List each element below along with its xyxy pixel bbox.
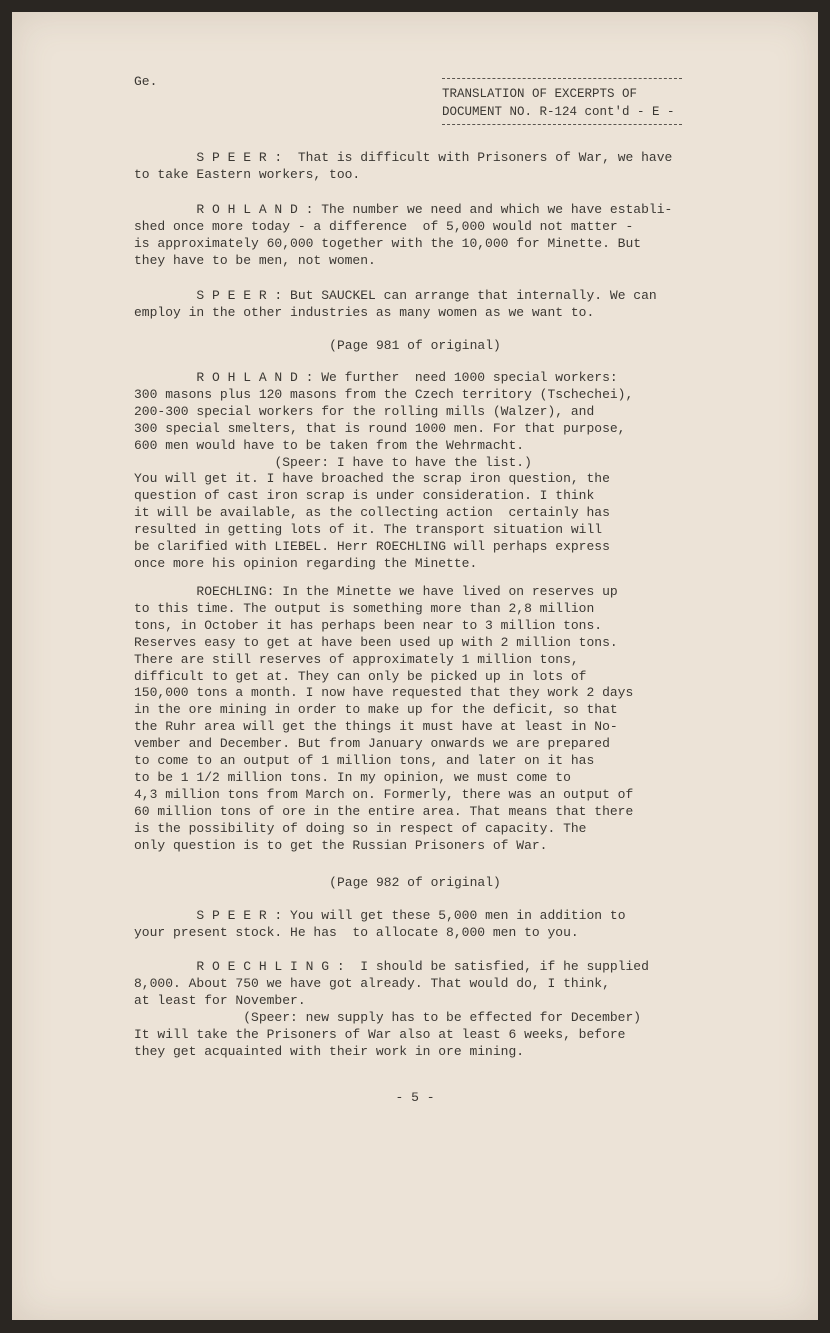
paragraph-rohland-2: R O H L A N D : We further need 1000 special workers: 300 masons plus 120 masons from the Czech territory (Tschechei), 200-300 special workers for the rolling mills (Walzer), and 300 special smelters, that is round 1000 men. For that purpose, 600 men would have to be taken from the Wehrmacht. (Speer: I have to have the list.) You will get it. I have broached the scrap iron question, the question of cast iron scrap is under consideration. I think it will be available, as the collecting action certainly has resulted in getting lots of it. The transport situation will be clarified with LIEBEL. Herr ROECHLING will perhaps express once more his opinion regarding the Minette. (134, 370, 634, 571)
paragraph-speer-2: S P E E R : But SAUCKEL can arrange that internally. We can employ in the other industries as many women as we want to. (134, 288, 657, 320)
paragraph-rohland-1: R O H L A N D : The number we need and which we have establi- shed once more today - a difference of 5,000 would not matter - is approximately 60,000 together with the 10,000 for Minette. But they have to be men, not women. (134, 202, 673, 268)
header-line-2: DOCUMENT NO. R-124 cont'd - E - (442, 105, 675, 119)
paragraph-speer-1: S P E E R : That is difficult with Prisoners of War, we have to take Eastern workers, too. (134, 150, 673, 182)
page-marker-982: (Page 982 of original) (329, 875, 501, 890)
page-marker-981: (Page 981 of original) (329, 338, 501, 353)
paragraph-roechling-2: R O E C H L I N G : I should be satisfied, if he supplied 8,000. About 750 we have got already. That would do, I think, at least for November. (Speer: new supply has to be effected for December) It will take the Prisoners of War also at least 6 weeks, before they get acquainted with their work in ore mining. (134, 959, 649, 1059)
reference-code: Ge. (134, 74, 158, 89)
document-page (12, 12, 818, 1320)
document-header (442, 78, 682, 125)
header-bottom-rule (442, 124, 682, 125)
paragraph-speer-3: S P E E R : You will get these 5,000 men in addition to your present stock. He has to allocate 8,000 men to you. (134, 908, 626, 940)
header-line-1: TRANSLATION OF EXCERPTS OF (442, 87, 638, 101)
paragraph-roechling-1: ROECHLING: In the Minette we have lived on reserves up to this time. The output is something more than 2,8 million tons, in October it has perhaps been near to 3 million tons. Reserves easy to get at have been used up with 2 million tons. There are still reserves of approximately 1 million tons, difficult to get at. They can only be picked up in lots of 150,000 tons a month. I now have requested that they work 2 days in the ore mining in order to make up for the deficit, so that the Ruhr area will get the things it must have at least in No- vember and December. But from January onwards we are prepared to come to an output of 1 million tons, and later on it has to be 1 1/2 million tons. In my opinion, we must come to 4,3 million tons from March on. Formerly, there was an output of 60 million tons of ore in the entire area. That means that there is the possibility of doing so in respect of capacity. The only question is to get the Russian Prisoners of War. (134, 584, 634, 853)
header-top-rule (442, 78, 682, 79)
page-number: - 5 - (395, 1090, 435, 1105)
